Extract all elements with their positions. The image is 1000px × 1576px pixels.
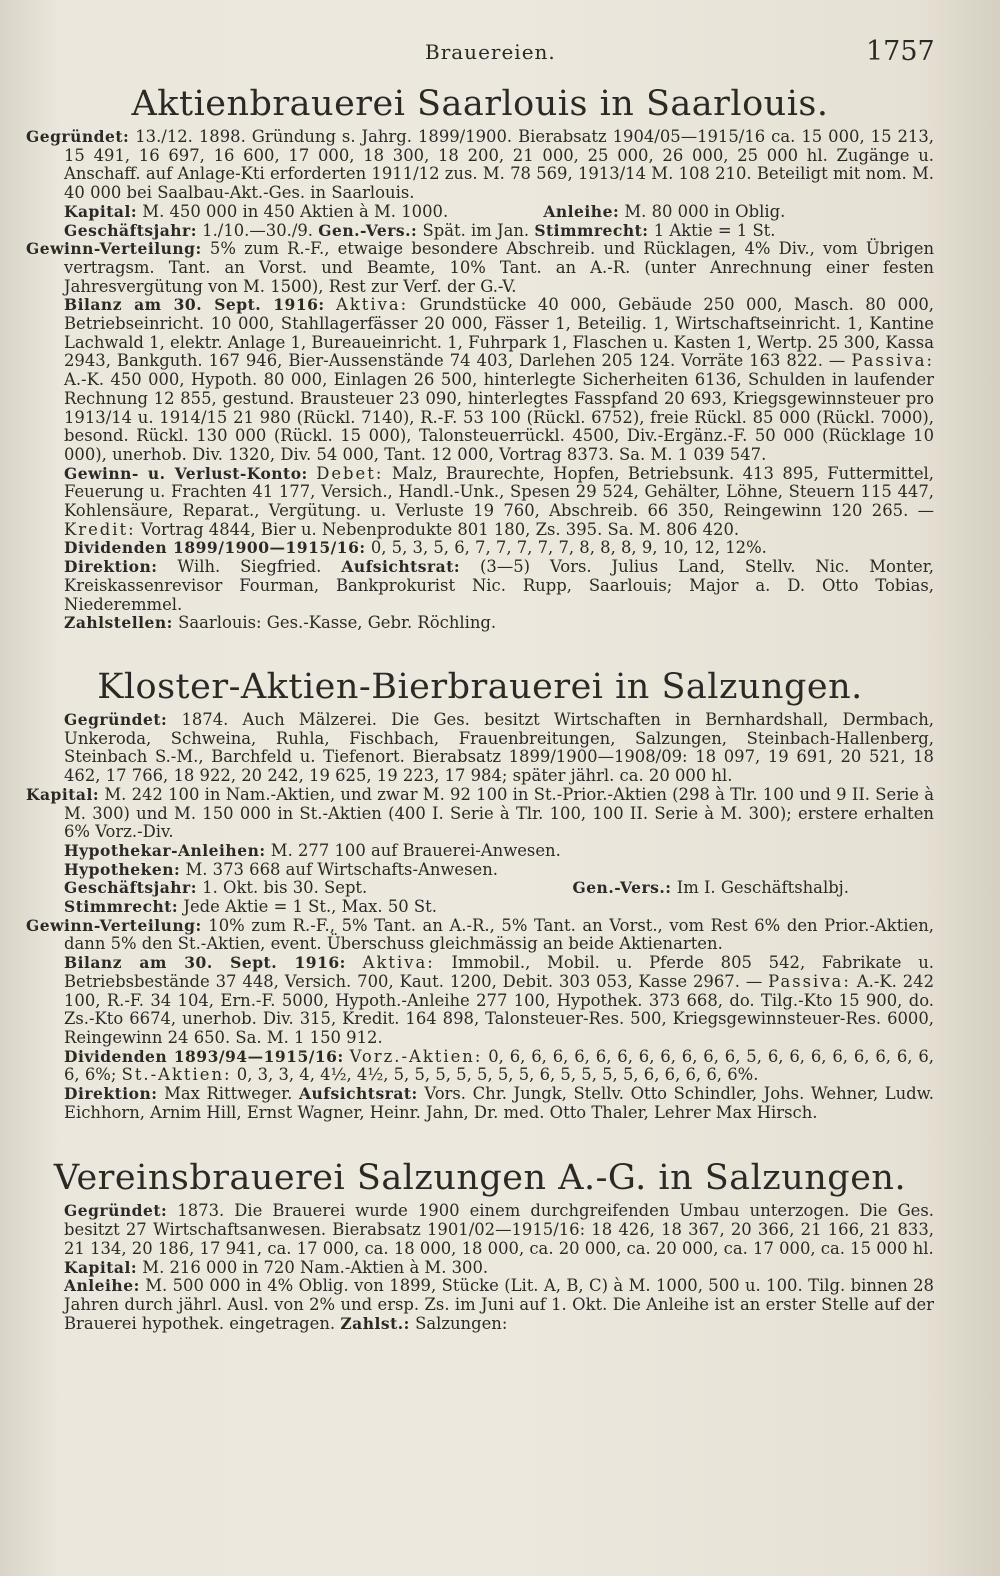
supervisory-board-label: Aufsichtsrat: [341,557,461,577]
founded-text: 1873. Die Brauerei wurde 1900 einem durchgreifenden Umbau unterzogen. Die Ges. besitzt 27 Wirtschaftsanwesen. Bierabsatz 1901/02—1915/16: 18 426, 18 367, 20 366, 21 166, 21 833, 21 134, 20 186, 17 941, ca. 17 000, ca. 18 000, 18 000, ca. 20 000, ca. 20 000, ca. 17 000, ca. 15 000 hl. [64,1201,934,1258]
profit-distribution-text: 10% zum R.-F., 5% Tant. an A.-R., 5% Tant. an Vorst., vom Rest 6% den Prior.-Aktien, dann 5% den St.-Aktien, event. Überschuss gleichmässig an beide Aktienarten. [64,915,934,954]
credit-label: Kredit: [64,519,136,539]
paying-agents-text: Saarlouis: Ges.-Kasse, Gebr. Röchling. [178,613,497,633]
balance-paragraph [26,954,934,1048]
balance-assets-text: Grundstücke 40 000, Gebäude 250 000, Masch. 80 000, Betriebseinricht. 10 000, Stahllagerfässer 20 000, Fässer 1, Beteilig. 1, Wirtschaftseinricht. 1, Kantine Lachwald 1, elektr. Anlage 1, Bureaueinricht. 1, Fuhrpark 1, Flaschen u. Kasten 1, Wertp. 25 300, Kassa 2943, Bankguth. 167 946, Bier-Aussenstände 74 403, Darlehen 205 124. Vorräte 163 822. — [64,295,935,371]
capital-label: Kapital: [26,784,100,804]
management-label: Direktion: [64,1084,158,1104]
founded-paragraph [26,711,934,786]
fiscal-paragraph [26,879,934,898]
capital-paragraph [26,786,934,842]
balance-label: Bilanz am 30. Sept. 1916: [64,295,325,315]
capital-text: M. 216 000 in 720 Nam.-Aktien à M. 300. [142,1257,489,1277]
dividends-preferred-text: 0, 6, 6, 6, 6, 6, 6, 6, 6, 6, 6, 6, 5, 6, 6, 6, 6, 6, 6, 6, 6, 6, 6%; [64,1046,934,1085]
management-text: Wilh. Siegfried. [177,557,322,577]
company-entry [26,1154,934,1333]
voting-paragraph [26,898,934,917]
board-paragraph [26,558,934,614]
management-label: Direktion: [64,557,158,577]
mortgages-label: Hypotheken: [64,859,181,879]
company-title: Vereinsbrauerei Salzungen A.-G. in Salzungen. [53,1158,907,1199]
company-title: Kloster-Aktien-Bierbrauerei in Salzungen. [97,666,863,707]
supervisory-board-text: Vors. Chr. Jungk, Stellv. Otto Schindler, Johs. Wehner, Ludw. Eichhorn, Arnim Hill, Ernst Wagner, Heinr. Jahn, Dr. med. Otto Thaler, Lehrer Max Hirsch. [64,1084,934,1122]
dividends-label: Dividenden 1893/94—1915/16: [64,1046,344,1066]
mortgage-loans-paragraph [26,842,934,861]
paying-agents-paragraph [26,614,934,633]
founded-label: Gegründet: [64,1201,168,1221]
fiscal-year-text: 1./10.—30./9. [202,220,314,240]
preferred-shares-label: Vorz.-Aktien: [349,1046,483,1066]
debit-label: Debet: [316,463,384,483]
management-text: Max Rittweger. [164,1084,293,1104]
page-content [26,80,934,1333]
fiscal-year-text: 1. Okt. bis 30. Sept. [202,878,368,898]
dividends-paragraph [26,539,934,558]
general-meeting-text: Spät. im Jan. [422,220,530,240]
capital-label: Kapital: [64,1257,138,1277]
supervisory-board-label: Aufsichtsrat: [299,1084,418,1104]
general-meeting-label: Gen.-Vers.: [318,220,418,240]
loan-label: Anleihe: [543,201,620,221]
capital-text: M. 242 100 in Nam.-Aktien, und zwar M. 92 100 in St.-Prior.-Aktien (298 à Tlr. 100 und 9 II. Serie à M. 300) und M. 150 000 in St.-Aktien (400 I. Serie à Tlr. 100, 100 II. Serie à M. 300); erstere erhalten 6% Vorz.-Div. [64,784,934,842]
profit-distribution-paragraph [26,917,934,954]
assets-label: Aktiva: [362,953,435,973]
general-meeting-text: Im I. Geschäftshalbj. [676,878,849,898]
supervisory-board-text: (3—5) Vors. Julius Land, Stellv. Nic. Monter, Kreiskassenrevisor Fourman, Bankprokurist Nic. Rupp, Saarlouis; Major a. D. Otto Tobias, Niederemmel. [64,557,934,614]
dividends-ordinary-text: 0, 3, 3, 4, 4½, 4½, 5, 5, 5, 5, 5, 5, 5, 6, 5, 5, 5, 5, 6, 6, 6, 6, 6%. [236,1065,759,1085]
paying-agents-label: Zahlst.: [340,1313,410,1333]
mortgage-loans-text: M. 277 100 auf Brauerei-Anwesen. [270,840,561,860]
page-header [0,36,1000,72]
voting-right-text: 1 Aktie = 1 St. [653,220,776,240]
balance-label: Bilanz am 30. Sept. 1916: [64,953,346,973]
fiscal-year-label: Geschäftsjahr: [64,878,197,898]
fiscal-paragraph [26,222,934,241]
profit-distribution-label: Gewinn-Verteilung: [26,915,202,935]
paying-agents-text: Salzungen: [415,1313,508,1333]
income-credit-text: Vortrag 4844, Bier u. Nebenprodukte 801 180, Zs. 395. Sa. M. 806 420. [140,519,740,539]
liabilities-label: Passiva: [768,971,851,991]
balance-paragraph [26,296,934,464]
founded-label: Gegründet: [26,127,130,146]
capital-paragraph [26,1259,934,1278]
assets-label: Aktiva: [336,295,409,315]
founded-label: Gegründet: [64,709,168,729]
mortgage-loans-label: Hypothekar-Anleihen: [64,840,266,860]
capital-paragraph [26,203,934,222]
founded-text: 1874. Auch Mälzerei. Die Ges. besitzt Wirtschaften in Bernhardshall, Dermbach, Unkeroda, Schweina, Ruhla, Fischbach, Frauenbreitungen, Salzungen, Steinbach-Hallenberg, Steinbach S.-M., Barchfeld u. Tiefenort. Bierabsatz 1899/1900—1908/09: 18 097, 19 691, 20 521, 18 462, 17 766, 18 922, 20 242, 19 625, 19 223, 17 984; später jährl. ca. 20 000 hl. [64,709,934,786]
profit-distribution-paragraph [26,240,934,296]
loan-label: Anleihe: [64,1276,140,1296]
loan-text: M. 500 000 in 4% Oblig. von 1899, Stücke (Lit. A, B, C) à M. 1000, 500 u. 100. Tilg. binnen 28 Jahren durch jährl. Ausl. von 2% und ersp. Zs. im Juni auf 1. Okt. Die Anleihe ist an erster Stelle auf der Brauerei hypothek. eingetragen. [64,1276,934,1333]
company-title: Aktienbrauerei Saarlouis in Saarlouis. [131,84,829,124]
page-number: 1757 [866,36,935,67]
mortgages-paragraph [26,861,934,880]
founded-text: 13./12. 1898. Gründung s. Jahrg. 1899/1900. Bierabsatz 1904/05—1915/16 ca. 15 000, 15 213, 15 491, 16 697, 16 600, 17 000, 18 300, 18 200, 21 000, 25 000, 26 000, 25 000 hl. Zugänge u. Anschaff. auf Anlage-Kti erforderten 1911/12 zus. M. 78 569, 1913/14 M. 108 210. Beteiligt mit nom. M. 40 000 bei Saalbau-Akt.-Ges. in Saarlouis. [64,127,934,203]
income-debit-text: Malz, Braurechte, Hopfen, Betriebsunk. 413 895, Futtermittel, Feuerung u. Frachten 41 177, Versich., Handl.-Unk., Spesen 29 524, Gehälter, Löhne, Steuern 115 447, Kohlensäure, Reparat., Vergütung. u. Verluste 19 760, Abschreib. 66 350, Reingewinn 120 265. — [64,463,934,521]
dividends-label: Dividenden 1899/1900—1915/16: [64,538,366,558]
capital-label: Kapital: [64,201,138,221]
capital-text: M. 450 000 in 450 Aktien à M. 1000. [142,201,449,221]
ordinary-shares-label: St.-Aktien: [121,1065,232,1085]
balance-assets-text: Immobil., Mobil. u. Pferde 805 542, Fabrikate u. Betriebsbestände 37 448, Versich. 700, Kaut. 1200, Debit. 303 053, Kasse 2967. — [64,953,934,991]
income-statement-paragraph [26,465,934,540]
running-head: Brauereien. [425,40,556,64]
dividends-text: 0, 5, 3, 5, 6, 7, 7, 7, 7, 7, 8, 8, 8, 9, 10, 12, 12%. [370,538,767,558]
balance-liabilities-text: A.-K. 450 000, Hypoth. 80 000, Einlagen 26 500, hinterlegte Sicherheiten 6136, Schulden in laufender Rechnung 12 855, gestund. Brausteuer 23 090, hinterlegtes Fasspfand 20 693, Kriegsgewinnsteuer pro 1913/14 u. 1914/15 21 980 (Rückl. 7140), R.-F. 53 100 (Rückl. 6752), freie Rückl. 85 000 (Rückl. 7000), besond. Rückl. 130 000 (Rückl. 15 000), Talonsteuerrückl. 4500, Div.-Ergänz.-F. 50 000 (Rücklage 10 000), unerhob. Div. 1320, Div. 54 000, Tant. 12 000, Vortrag 8373. Sa. M. 1 039 547. [64,370,934,464]
dividends-paragraph [26,1048,934,1085]
founded-paragraph [26,128,934,203]
liabilities-label: Passiva: [851,351,934,371]
voting-right-text: Jede Aktie = 1 St., Max. 50 St. [183,897,437,917]
loan-text: M. 80 000 in Oblig. [624,201,786,221]
income-statement-label: Gewinn- u. Verlust-Konto: [64,463,308,483]
general-meeting-label: Gen.-Vers.: [572,878,672,898]
loan-paragraph [26,1277,934,1333]
profit-distribution-label: Gewinn-Verteilung: [26,239,202,259]
mortgages-text: M. 373 668 auf Wirtschafts-Anwesen. [185,859,498,879]
fiscal-year-label: Geschäftsjahr: [64,220,197,240]
balance-liabilities-text: A.-K. 242 100, R.-F. 34 104, Ern.-F. 5000, Hypoth.-Anleihe 277 100, Hypothek. 373 668, do. Tilg.-Kto 15 900, do. Zs.-Kto 6674, unerhob. Div. 315, Kredit. 164 898, Talonsteuer-Res. 500, Kriegsgewinnsteuer-Res. 6000, Reingewinn 24 650. Sa. M. 1 150 912. [64,971,934,1047]
voting-right-label: Stimmrecht: [64,897,179,917]
paying-agents-label: Zahlstellen: [64,613,173,633]
voting-right-label: Stimmrecht: [534,220,649,240]
company-entry [26,80,934,633]
company-entry [26,663,934,1122]
profit-distribution-text: 5% zum R.-F., etwaige besondere Abschreib. und Rücklagen, 4% Div., vom Übrigen vertragsm. Tant. an Vorst. und Beamte, 10% Tant. an A.-R. (unter Anrechnung einer festen Jahresvergütung von M. 1500), Rest zur Verf. der G.-V. [64,239,934,296]
board-paragraph [26,1085,934,1122]
founded-paragraph [26,1202,934,1258]
